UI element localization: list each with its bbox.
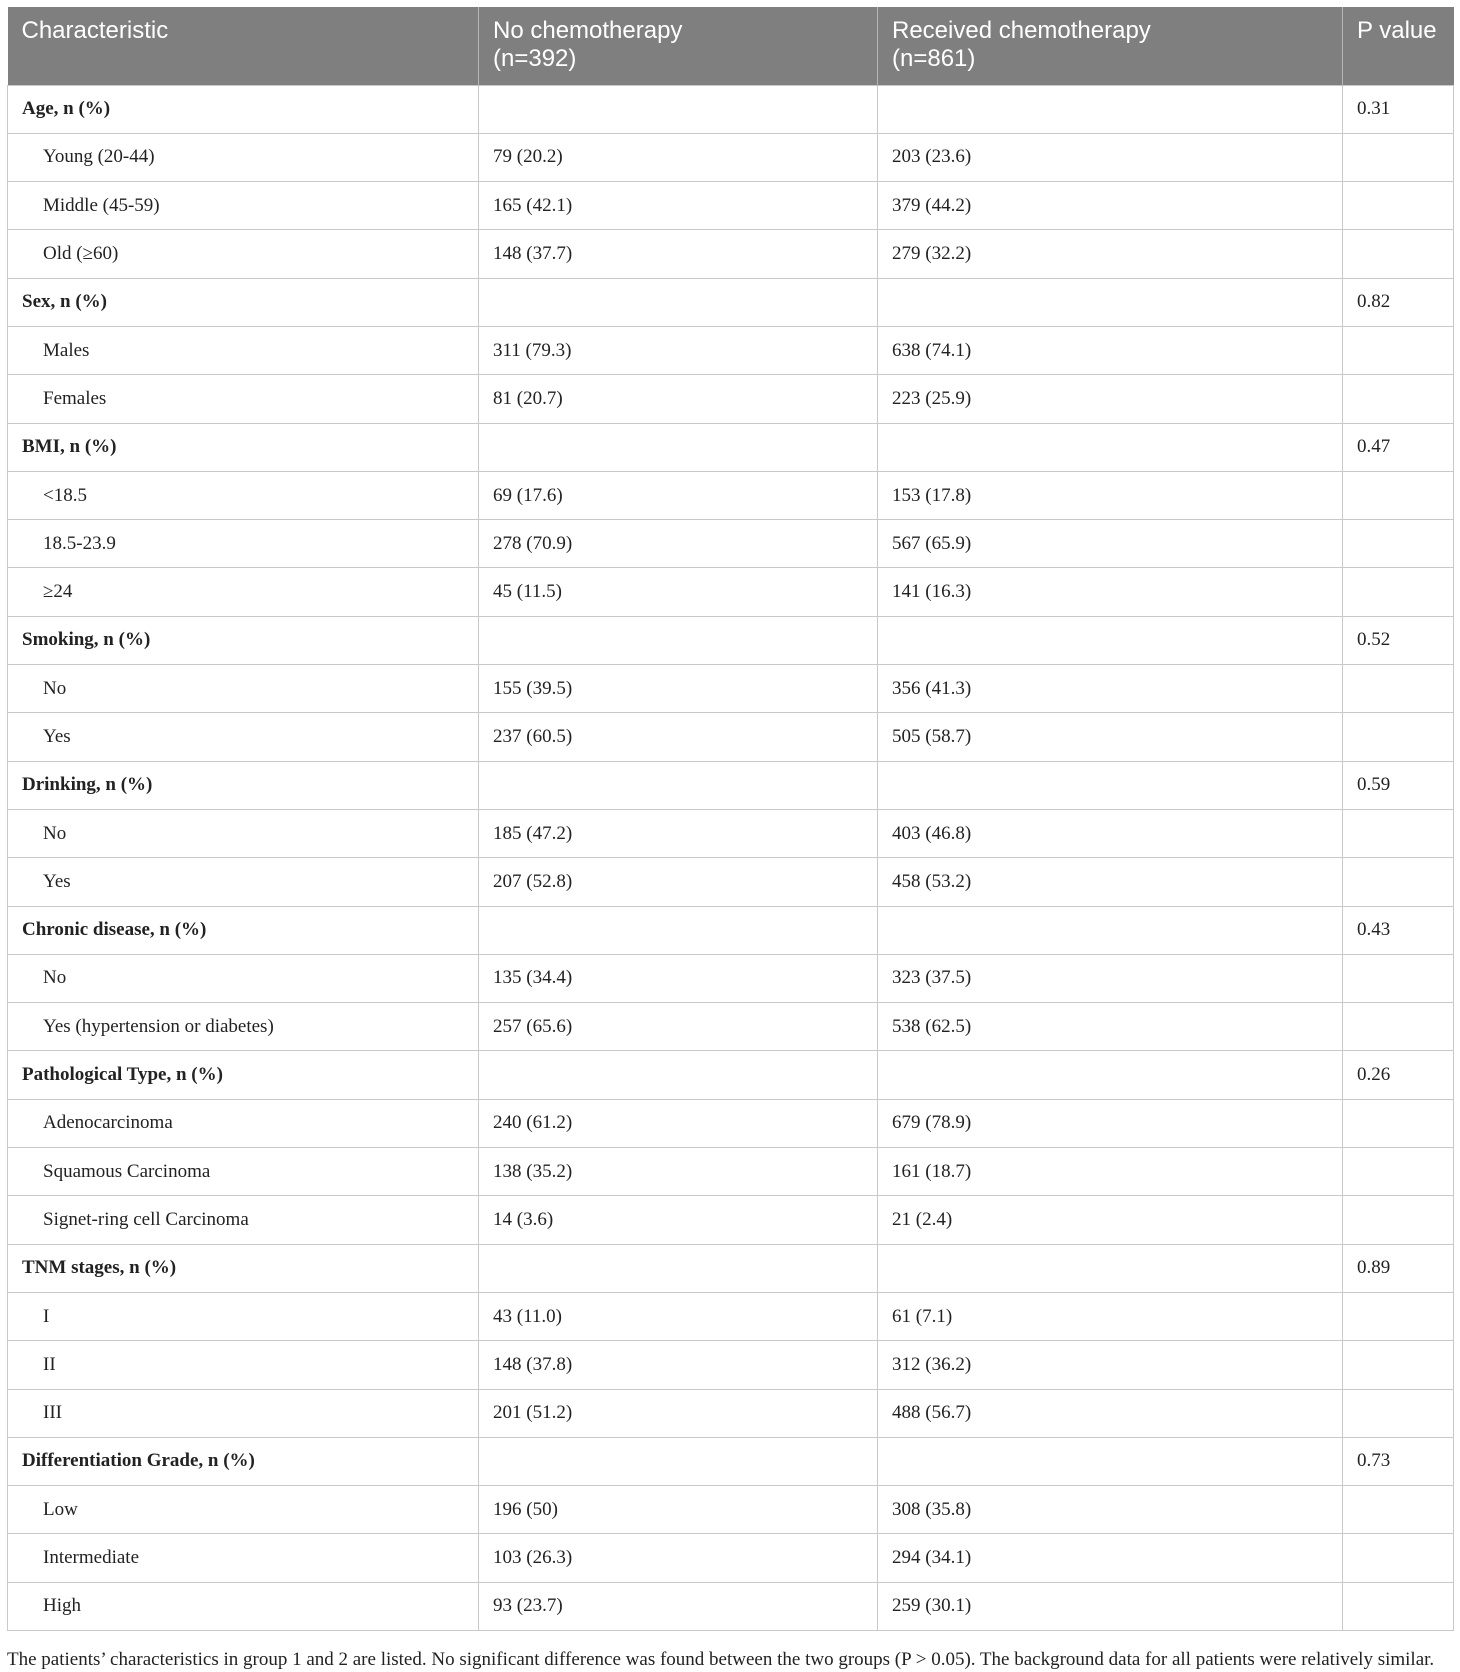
characteristic-cell: Middle (45-59) bbox=[8, 182, 479, 230]
no-chemo-cell bbox=[479, 278, 878, 326]
characteristic-cell: Squamous Carcinoma bbox=[8, 1148, 479, 1196]
table-row bbox=[8, 1486, 1454, 1534]
table-row bbox=[8, 133, 1454, 181]
header-line: No chemotherapy bbox=[493, 17, 683, 44]
p-value-cell: 0.31 bbox=[1343, 85, 1454, 133]
characteristic-cell: BMI, n (%) bbox=[8, 423, 479, 471]
received-chemo-cell bbox=[878, 278, 1343, 326]
received-chemo-cell: 294 (34.1) bbox=[878, 1534, 1343, 1582]
characteristic-cell: <18.5 bbox=[8, 471, 479, 519]
characteristic-cell: Intermediate bbox=[8, 1534, 479, 1582]
received-chemo-cell: 356 (41.3) bbox=[878, 665, 1343, 713]
characteristic-cell: Drinking, n (%) bbox=[8, 761, 479, 809]
received-chemo-cell: 403 (46.8) bbox=[878, 809, 1343, 857]
characteristic-cell: Young (20-44) bbox=[8, 133, 479, 181]
no-chemo-cell: 237 (60.5) bbox=[479, 713, 878, 761]
p-value-cell bbox=[1343, 1534, 1454, 1582]
group-row bbox=[8, 761, 1454, 809]
p-value-cell bbox=[1343, 713, 1454, 761]
no-chemo-cell: 207 (52.8) bbox=[479, 858, 878, 906]
p-value-cell bbox=[1343, 1341, 1454, 1389]
received-chemo-cell: 567 (65.9) bbox=[878, 520, 1343, 568]
no-chemo-cell bbox=[479, 616, 878, 664]
table-row bbox=[8, 954, 1454, 1002]
characteristic-cell: Age, n (%) bbox=[8, 85, 479, 133]
group-row bbox=[8, 906, 1454, 954]
no-chemo-cell: 69 (17.6) bbox=[479, 471, 878, 519]
table-row bbox=[8, 1389, 1454, 1437]
group-row bbox=[8, 85, 1454, 133]
received-chemo-cell: 141 (16.3) bbox=[878, 568, 1343, 616]
received-chemo-cell: 458 (53.2) bbox=[878, 858, 1343, 906]
received-chemo-cell bbox=[878, 761, 1343, 809]
no-chemo-cell: 138 (35.2) bbox=[479, 1148, 878, 1196]
header-line: Characteristic bbox=[21, 17, 169, 44]
no-chemo-cell: 148 (37.8) bbox=[479, 1341, 878, 1389]
characteristic-cell: Females bbox=[8, 375, 479, 423]
received-chemo-cell bbox=[878, 1244, 1343, 1292]
received-chemo-cell: 161 (18.7) bbox=[878, 1148, 1343, 1196]
no-chemo-cell: 14 (3.6) bbox=[479, 1196, 878, 1244]
p-value-cell bbox=[1343, 1486, 1454, 1534]
received-chemo-cell: 61 (7.1) bbox=[878, 1292, 1343, 1340]
no-chemo-cell bbox=[479, 906, 878, 954]
table-caption: The patients’ characteristics in group 1 and 2 are listed. No significant difference was found between the two groups (P > 0.05). The background data for all patients were relatively similar. bbox=[7, 1649, 1435, 1670]
table-body bbox=[8, 85, 1454, 1631]
table-row bbox=[8, 471, 1454, 519]
characteristic-cell: 18.5-23.9 bbox=[8, 520, 479, 568]
p-value-cell bbox=[1343, 809, 1454, 857]
characteristic-cell: Low bbox=[8, 1486, 479, 1534]
p-value-cell: 0.43 bbox=[1343, 906, 1454, 954]
received-chemo-cell: 638 (74.1) bbox=[878, 326, 1343, 374]
header-line: Received chemotherapy bbox=[892, 17, 1151, 44]
no-chemo-cell: 311 (79.3) bbox=[479, 326, 878, 374]
header-characteristic bbox=[8, 7, 479, 85]
no-chemo-cell bbox=[479, 423, 878, 471]
no-chemo-cell: 278 (70.9) bbox=[479, 520, 878, 568]
characteristic-cell: Signet-ring cell Carcinoma bbox=[8, 1196, 479, 1244]
no-chemo-cell: 201 (51.2) bbox=[479, 1389, 878, 1437]
no-chemo-cell: 257 (65.6) bbox=[479, 1003, 878, 1051]
characteristic-cell: No bbox=[8, 954, 479, 1002]
no-chemo-cell: 79 (20.2) bbox=[479, 133, 878, 181]
p-value-cell bbox=[1343, 326, 1454, 374]
characteristic-cell: Sex, n (%) bbox=[8, 278, 479, 326]
received-chemo-cell: 223 (25.9) bbox=[878, 375, 1343, 423]
received-chemo-cell: 203 (23.6) bbox=[878, 133, 1343, 181]
no-chemo-cell: 165 (42.1) bbox=[479, 182, 878, 230]
received-chemo-cell bbox=[878, 85, 1343, 133]
received-chemo-cell: 308 (35.8) bbox=[878, 1486, 1343, 1534]
p-value-cell: 0.47 bbox=[1343, 423, 1454, 471]
received-chemo-cell: 505 (58.7) bbox=[878, 713, 1343, 761]
table-row bbox=[8, 858, 1454, 906]
table-row bbox=[8, 568, 1454, 616]
characteristic-cell: Chronic disease, n (%) bbox=[8, 906, 479, 954]
characteristics-table bbox=[7, 7, 1454, 1631]
no-chemo-cell: 45 (11.5) bbox=[479, 568, 878, 616]
table-row bbox=[8, 1534, 1454, 1582]
group-row bbox=[8, 1244, 1454, 1292]
received-chemo-cell bbox=[878, 906, 1343, 954]
no-chemo-cell: 43 (11.0) bbox=[479, 1292, 878, 1340]
characteristic-cell: Pathological Type, n (%) bbox=[8, 1051, 479, 1099]
table-row bbox=[8, 1099, 1454, 1147]
received-chemo-cell: 538 (62.5) bbox=[878, 1003, 1343, 1051]
received-chemo-cell: 679 (78.9) bbox=[878, 1099, 1343, 1147]
table-row bbox=[8, 1196, 1454, 1244]
received-chemo-cell: 323 (37.5) bbox=[878, 954, 1343, 1002]
p-value-cell bbox=[1343, 230, 1454, 278]
p-value-cell bbox=[1343, 1099, 1454, 1147]
p-value-cell bbox=[1343, 182, 1454, 230]
received-chemo-cell: 312 (36.2) bbox=[878, 1341, 1343, 1389]
p-value-cell bbox=[1343, 375, 1454, 423]
p-value-cell bbox=[1343, 1003, 1454, 1051]
characteristic-cell: Yes (hypertension or diabetes) bbox=[8, 1003, 479, 1051]
no-chemo-cell: 240 (61.2) bbox=[479, 1099, 878, 1147]
no-chemo-cell: 148 (37.7) bbox=[479, 230, 878, 278]
characteristic-cell: No bbox=[8, 665, 479, 713]
p-value-cell bbox=[1343, 133, 1454, 181]
p-value-cell bbox=[1343, 1148, 1454, 1196]
characteristic-cell: ≥24 bbox=[8, 568, 479, 616]
p-value-cell: 0.52 bbox=[1343, 616, 1454, 664]
table-row bbox=[8, 809, 1454, 857]
table-row bbox=[8, 230, 1454, 278]
received-chemo-cell: 259 (30.1) bbox=[878, 1582, 1343, 1630]
characteristic-cell: Yes bbox=[8, 858, 479, 906]
group-row bbox=[8, 423, 1454, 471]
table-row bbox=[8, 1582, 1454, 1630]
p-value-cell bbox=[1343, 1196, 1454, 1244]
received-chemo-cell: 379 (44.2) bbox=[878, 182, 1343, 230]
header-line: (n=392) bbox=[493, 45, 577, 72]
received-chemo-cell bbox=[878, 423, 1343, 471]
table-row bbox=[8, 1341, 1454, 1389]
received-chemo-cell: 488 (56.7) bbox=[878, 1389, 1343, 1437]
characteristic-cell: High bbox=[8, 1582, 479, 1630]
p-value-cell bbox=[1343, 665, 1454, 713]
characteristic-cell: III bbox=[8, 1389, 479, 1437]
characteristic-cell: I bbox=[8, 1292, 479, 1340]
p-value-cell bbox=[1343, 1582, 1454, 1630]
header-line: (n=861) bbox=[892, 45, 976, 72]
p-value-cell bbox=[1343, 954, 1454, 1002]
received-chemo-cell bbox=[878, 1051, 1343, 1099]
characteristics-table-container bbox=[7, 7, 1453, 1631]
p-value-cell: 0.26 bbox=[1343, 1051, 1454, 1099]
no-chemo-cell: 103 (26.3) bbox=[479, 1534, 878, 1582]
group-row bbox=[8, 278, 1454, 326]
characteristic-cell: Adenocarcinoma bbox=[8, 1099, 479, 1147]
group-row bbox=[8, 1437, 1454, 1485]
no-chemo-cell: 93 (23.7) bbox=[479, 1582, 878, 1630]
p-value-cell: 0.82 bbox=[1343, 278, 1454, 326]
table-row bbox=[8, 520, 1454, 568]
received-chemo-cell: 279 (32.2) bbox=[878, 230, 1343, 278]
p-value-cell bbox=[1343, 471, 1454, 519]
characteristic-cell: Yes bbox=[8, 713, 479, 761]
received-chemo-cell bbox=[878, 1437, 1343, 1485]
p-value-cell bbox=[1343, 1292, 1454, 1340]
header-received-chemotherapy bbox=[878, 7, 1343, 85]
table-row bbox=[8, 1148, 1454, 1196]
no-chemo-cell: 81 (20.7) bbox=[479, 375, 878, 423]
received-chemo-cell: 153 (17.8) bbox=[878, 471, 1343, 519]
characteristic-cell: TNM stages, n (%) bbox=[8, 1244, 479, 1292]
table-row bbox=[8, 713, 1454, 761]
table-row bbox=[8, 1292, 1454, 1340]
characteristic-cell: Smoking, n (%) bbox=[8, 616, 479, 664]
characteristic-cell: No bbox=[8, 809, 479, 857]
characteristic-cell: Differentiation Grade, n (%) bbox=[8, 1437, 479, 1485]
group-row bbox=[8, 1051, 1454, 1099]
characteristic-cell: Old (≥60) bbox=[8, 230, 479, 278]
table-row bbox=[8, 182, 1454, 230]
p-value-cell: 0.73 bbox=[1343, 1437, 1454, 1485]
header-line: P value bbox=[1357, 17, 1437, 44]
p-value-cell: 0.89 bbox=[1343, 1244, 1454, 1292]
no-chemo-cell bbox=[479, 85, 878, 133]
received-chemo-cell bbox=[878, 616, 1343, 664]
header-no-chemotherapy bbox=[479, 7, 878, 85]
received-chemo-cell: 21 (2.4) bbox=[878, 1196, 1343, 1244]
no-chemo-cell: 135 (34.4) bbox=[479, 954, 878, 1002]
characteristic-cell: Males bbox=[8, 326, 479, 374]
header-p-value bbox=[1343, 7, 1454, 85]
table-row bbox=[8, 1003, 1454, 1051]
table-row bbox=[8, 375, 1454, 423]
no-chemo-cell: 196 (50) bbox=[479, 1486, 878, 1534]
p-value-cell bbox=[1343, 1389, 1454, 1437]
no-chemo-cell: 155 (39.5) bbox=[479, 665, 878, 713]
no-chemo-cell bbox=[479, 1244, 878, 1292]
p-value-cell bbox=[1343, 568, 1454, 616]
table-row bbox=[8, 326, 1454, 374]
table-row bbox=[8, 665, 1454, 713]
p-value-cell bbox=[1343, 858, 1454, 906]
no-chemo-cell: 185 (47.2) bbox=[479, 809, 878, 857]
no-chemo-cell bbox=[479, 761, 878, 809]
characteristic-cell: II bbox=[8, 1341, 479, 1389]
no-chemo-cell bbox=[479, 1437, 878, 1485]
no-chemo-cell bbox=[479, 1051, 878, 1099]
group-row bbox=[8, 616, 1454, 664]
p-value-cell: 0.59 bbox=[1343, 761, 1454, 809]
p-value-cell bbox=[1343, 520, 1454, 568]
header-row bbox=[8, 7, 1454, 85]
